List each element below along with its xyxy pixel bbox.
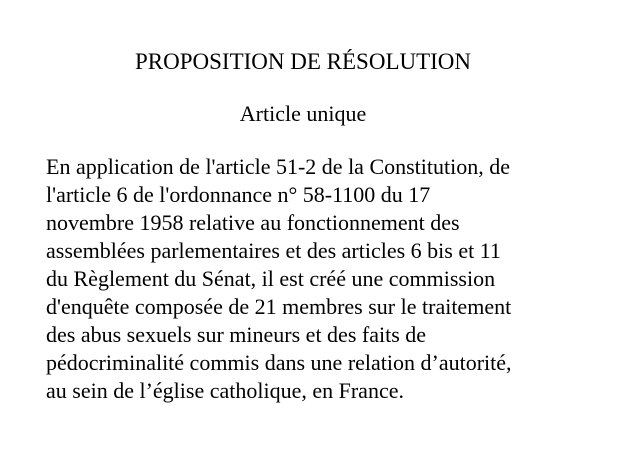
body-line: novembre 1958 relative au fonctionnement des (46, 210, 460, 235)
body-line: du Règlement du Sénat, il est créé une commission (46, 266, 496, 291)
body-line: d'enquête composée de 21 membres sur le traitement (46, 294, 512, 319)
body-line: l'article 6 de l'ordonnance n° 58-1100 du 17 (46, 182, 431, 207)
document-title: PROPOSITION DE RÉSOLUTION (134, 49, 472, 74)
body-line: assemblées parlementaires et des articles 6 bis et 11 (46, 238, 501, 263)
body-line: En application de l'article 51-2 de la Constitution, de (46, 154, 511, 179)
body-line: des abus sexuels sur mineurs et des faits de (46, 322, 427, 347)
body-line: au sein de l’église catholique, en France. (46, 378, 404, 403)
article-body (46, 153, 606, 405)
article-heading: Article unique (239, 101, 367, 126)
body-line: pédocriminalité commis dans une relation d’autorité, (46, 350, 512, 375)
